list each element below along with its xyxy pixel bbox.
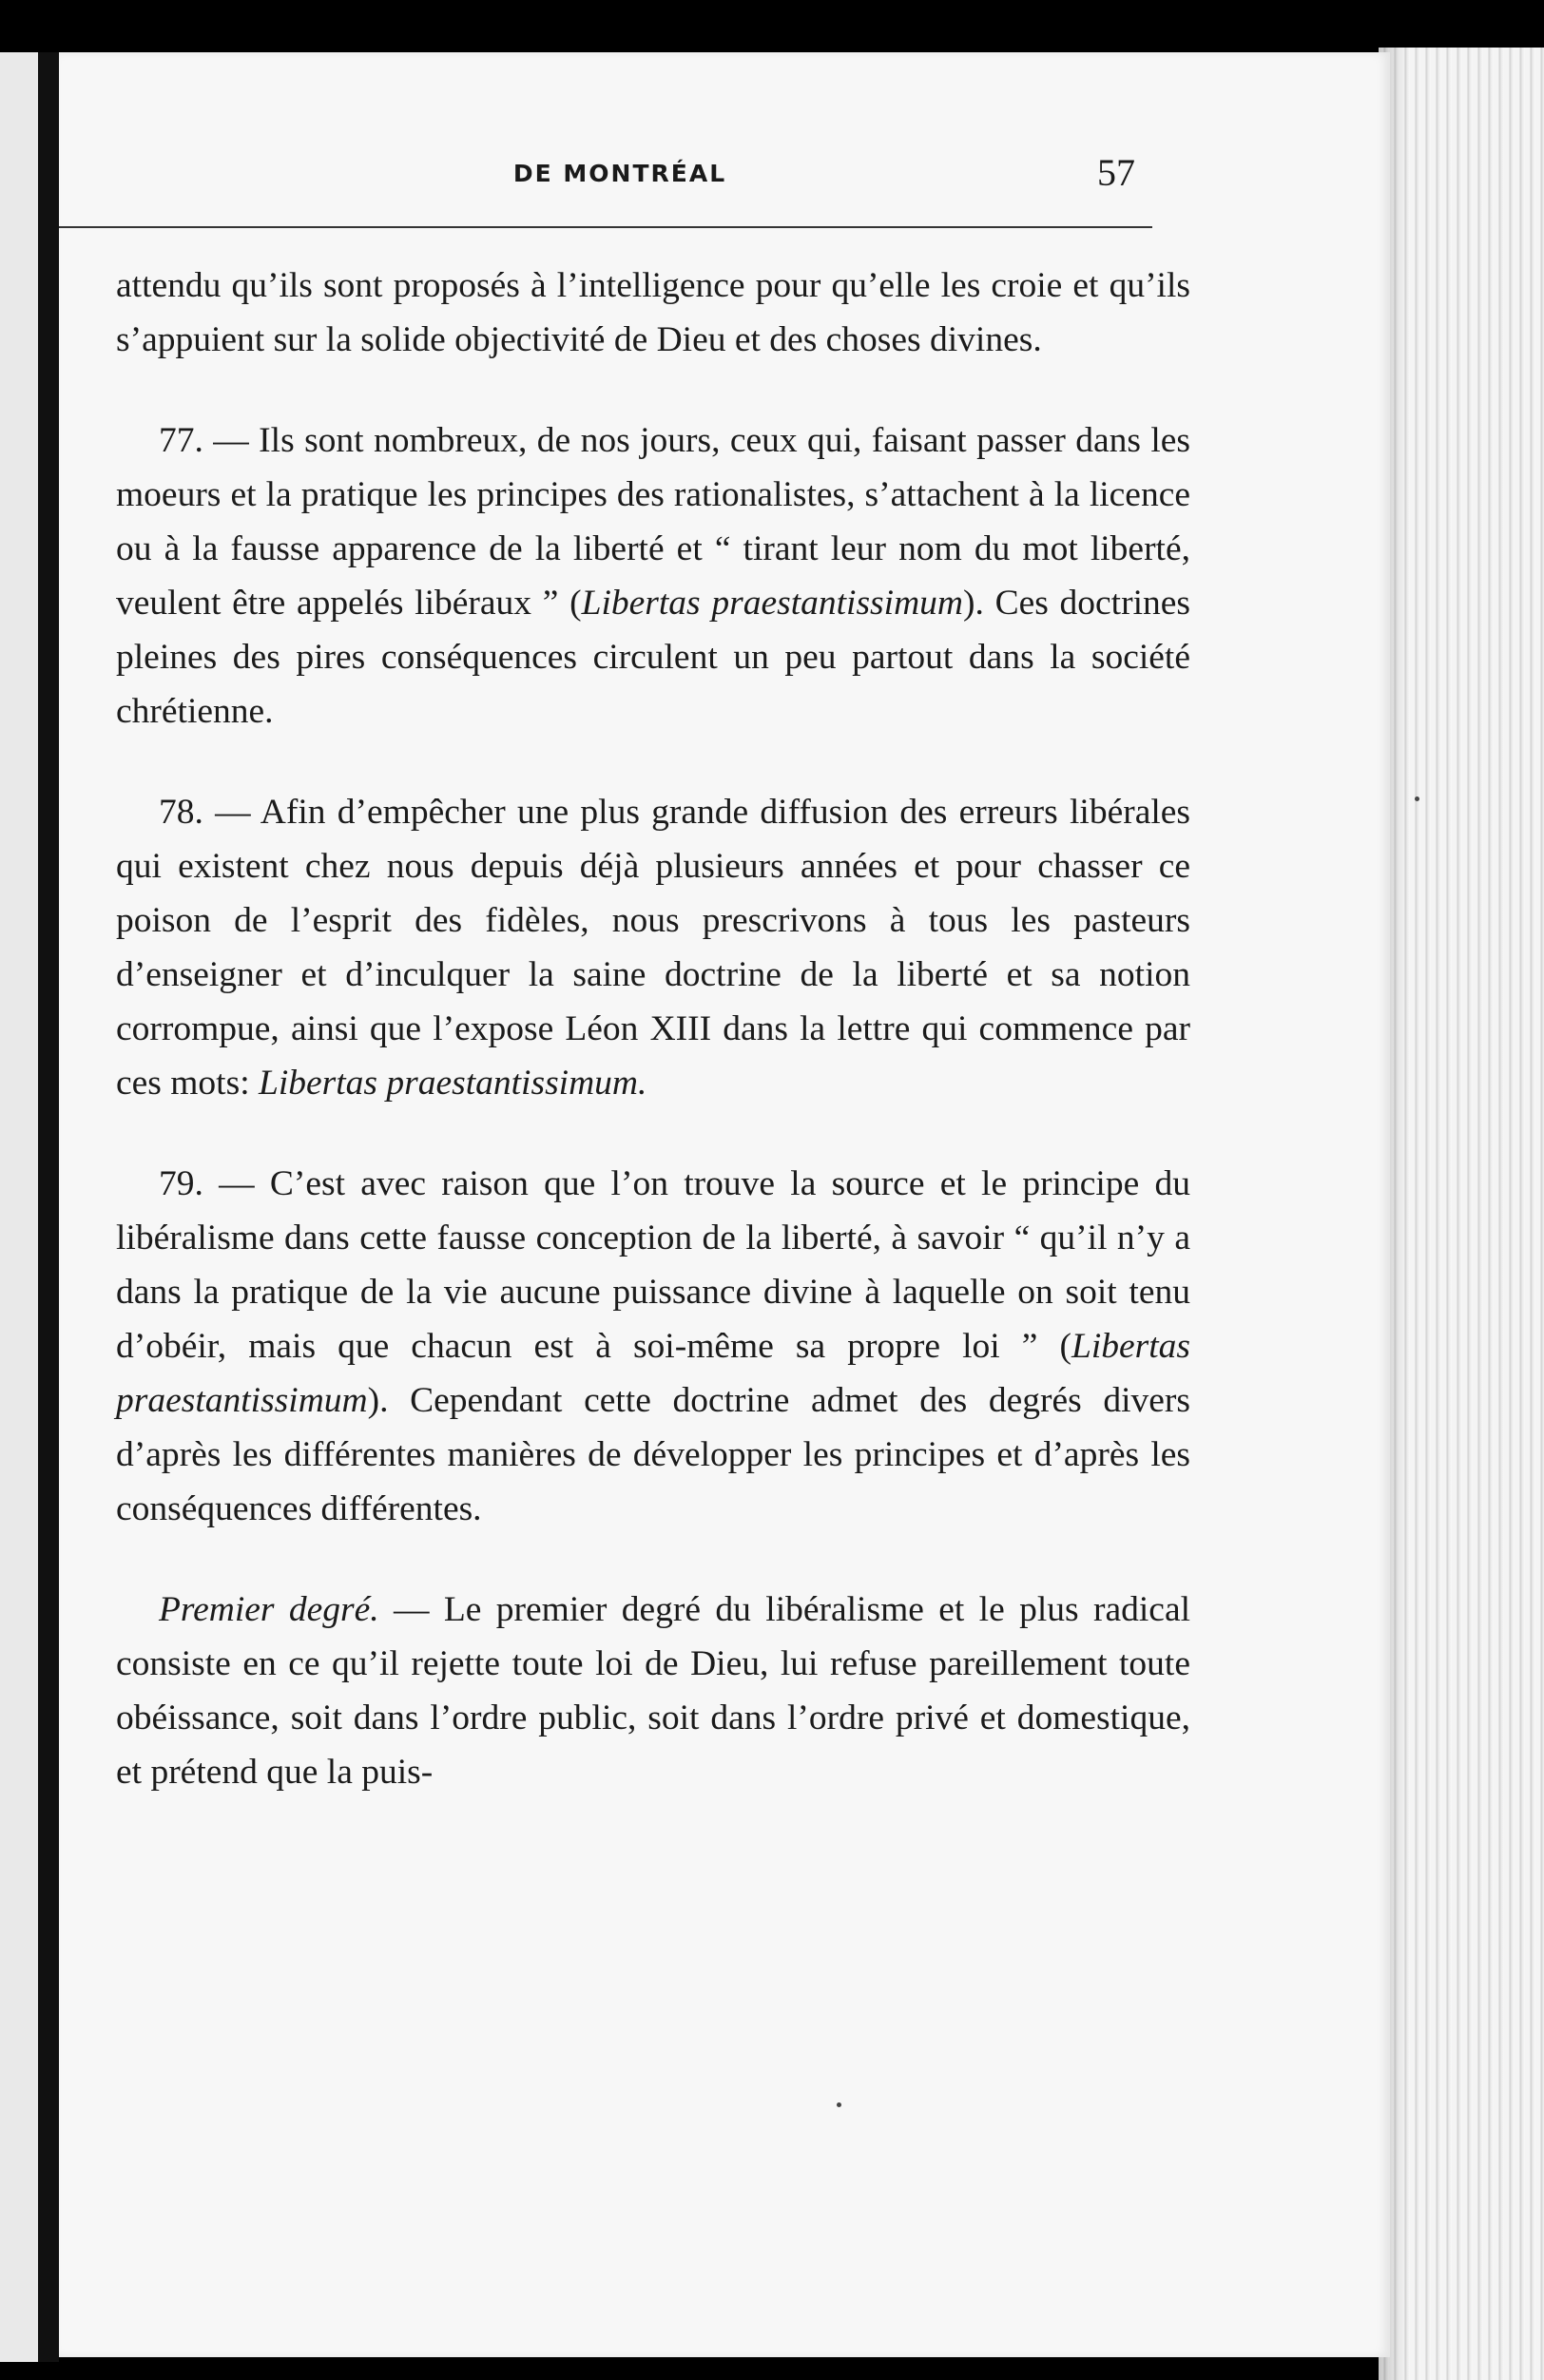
paragraph-premier-degre — [116, 1583, 1190, 1799]
section-label-italic: Premier degré. — [159, 1590, 379, 1629]
paragraph-text: attendu qu’ils sont proposés à l’intelligence pour qu’elle les croie et qu’ils s’appuient sur la solide objectivité de Dieu et des choses divines. — [116, 266, 1190, 359]
paragraph-text: 77. — Ils sont nombreux, de nos jours, ceux qui, faisant passer dans les moeurs et la pratique les principes des rationalistes, s’attachent à la licence ou à la fausse apparence de la liberté et “ tirant leur nom du mot liberté, veulent être appelés libéraux ” ( — [116, 421, 1190, 623]
facing-page-edge — [0, 52, 38, 2362]
paragraph-77 — [116, 413, 1190, 739]
paragraph-78 — [116, 785, 1190, 1110]
citation-italic: Libertas praestantissimum. — [258, 1064, 647, 1103]
paragraph-79 — [116, 1157, 1190, 1536]
speck — [837, 2102, 841, 2107]
paragraph-text: 79. — C’est avec raison que l’on trouve la source et le principe du libéralisme dans cette fausse conception de la liberté, à savoir “ qu’il n’y a dans la pratique de la vie aucune puissance divine à laquelle on soit tenu d’obéir, mais que chacun est à soi-même sa propre loi ” ( — [116, 1164, 1190, 1366]
paragraph-continuation — [116, 259, 1190, 367]
gutter-shadow — [38, 52, 59, 2362]
paragraph-text: ). Ces doctrines pleines des pires conséquences circulent un peu partout dans la société chrétienne. — [116, 584, 1190, 731]
citation-italic: Libertas praestantissimum — [581, 584, 963, 623]
page-header — [59, 106, 1152, 230]
page-number: 57 — [1097, 151, 1135, 194]
page-body — [116, 259, 1190, 1846]
header-rule — [59, 226, 1152, 228]
speck — [1415, 797, 1419, 801]
citation-italic: Libertas praestantissimum — [116, 1327, 1190, 1420]
paragraph-text: — Le premier degré du libéralisme et le plus radical consiste en ce qu’il rejette toute loi de Dieu, lui refuse pareillement toute obéissance, soit dans l’ordre public, soit dans l’ordre privé et domestique, et prétend que la puis- — [116, 1590, 1191, 1792]
running-head: DE MONTRÉAL — [512, 160, 727, 187]
paragraph-text: ). Cependant cette doctrine admet des degrés divers d’après les différentes manières de développer les principes et d’après les conséquences différentes. — [116, 1381, 1190, 1528]
paragraph-text: 78. — Afin d’empêcher une plus grande diffusion des erreurs libérales qui existent chez nous depuis déjà plusieurs années et pour chasser ce poison de l’esprit des fidèles, nous prescrivons à tous les pasteurs d’enseigner et d’inculquer la saine doctrine de la liberté et sa notion corrompue, ainsi que l’expose Léon XIII dans la lettre qui commence par ces mots: — [116, 793, 1190, 1103]
